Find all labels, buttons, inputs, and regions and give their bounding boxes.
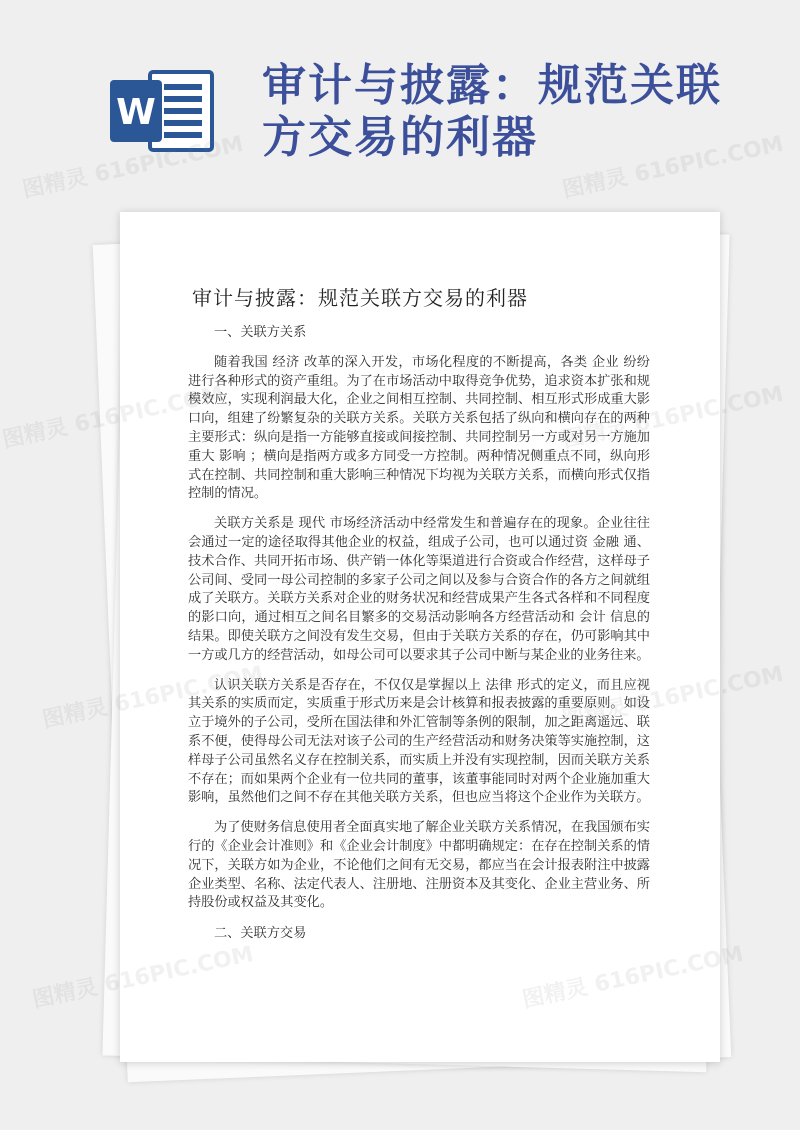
page-header (0, 0, 800, 200)
section-heading: 一、关联方关系 (214, 325, 307, 340)
watermark: 图精灵 (40, 694, 111, 734)
word-icon-letter: W (116, 92, 156, 133)
document-title: 审计与披露：规范关联方交易的利器 (192, 286, 528, 310)
watermark: 图精灵 616PIC.COM (20, 131, 246, 204)
word-document-icon (110, 68, 214, 154)
document-page (120, 212, 720, 1062)
banner-title-line1: 审计与披露：规范关联 (262, 60, 722, 111)
paragraph: 为了使财务信息使用者全面真实地了解企业关联方关系情况，在我国颁布实行的《企业会计准则》和《企业会计制度》中都明确规定：在存在控制关系的情况下，关联方如为企业，不论他们之间有无交易，都应当在会计报表附注中披露企业类型、名称、法定代表人、注册地、注册资本及其变化、企业主营业务、所持股份或权益及其变化。 (188, 820, 650, 911)
watermark: 图精灵 (30, 974, 101, 1014)
watermark: 图精灵 (0, 414, 71, 454)
banner-title-line2: 方交易的利器 (262, 112, 538, 163)
document-body (188, 324, 650, 944)
paragraph: 随着我国 经济 改革的深入开发，市场化程度的不断提高，各类 企业 纷纷进行各种形式的资产重组。为了在市场活动中取得竞争优势，追求资本扩张和规模效应，实现利润最大化，企业之间相互控制、共同控制、相互形式形成重大影口向，组建了纷繁复杂的关联方关系。关联方关系包括了纵向和横向存在的两种主要形式：纵向是指一方能够直接或间接控制、共同控制另一方或对另一方施加重大 影响 ；横向是指两方或多方同受一方控制。两种情况侧重点不同，纵向形式在控制、共同控制和重大影响三种情况下均视为关联方关系，而横向形式仅指控制的情况。 (188, 354, 650, 502)
paragraph: 认识关联方关系是否存在，不仅仅是掌握以上 法律 形式的定义，而且应视其关系的实质而定，实质重于形式历来是会计核算和报表披露的重要原则。如设立于境外的子公司，受所在国法律和外汇管制等条例的限制，加之距离遥远、联系不便，使得母公司无法对该子公司的生产经营活动和财务决策等实施控制，这样母子公司虽然名义存在控制关系，而实质上并没有实现控制，因而关联方关系不存在；而如果两个企业有一位共同的董事，该董事能同时对两个企业施加重大影响，虽然他们之间不存在其他关联方关系，但也应当将这个企业作为关联方。 (188, 677, 650, 806)
paragraph: 关联方关系是 现代 市场经济活动中经常发生和普遍存在的现象。企业往往会通过一定的途径取得其他企业的权益，组成子公司，也可以通过资 金融 通、技术合作、共同开拓市场、供产销一体化等渠道进行合资或合作经营，这样母子公司间、受同一母公司控制的多家子公司之间以及参与合资合作的各方之间就组成了关联方。关联方关系对企业的财务状况和经营成果产生各式各样和不同程度的影口向，通过相互之间名目繁多的交易活动影响各方经营活动和 会计 信息的结果。即使关联方之间没有发生交易，但由于关联方关系的存在，仍可影响其中一方或几方的经营活动，如母公司可以要求其子公司中断与某企业的业务往来。 (188, 516, 650, 663)
watermark: 图精灵 616PIC.COM (560, 131, 786, 204)
section-heading: 二、关联方交易 (214, 926, 307, 942)
